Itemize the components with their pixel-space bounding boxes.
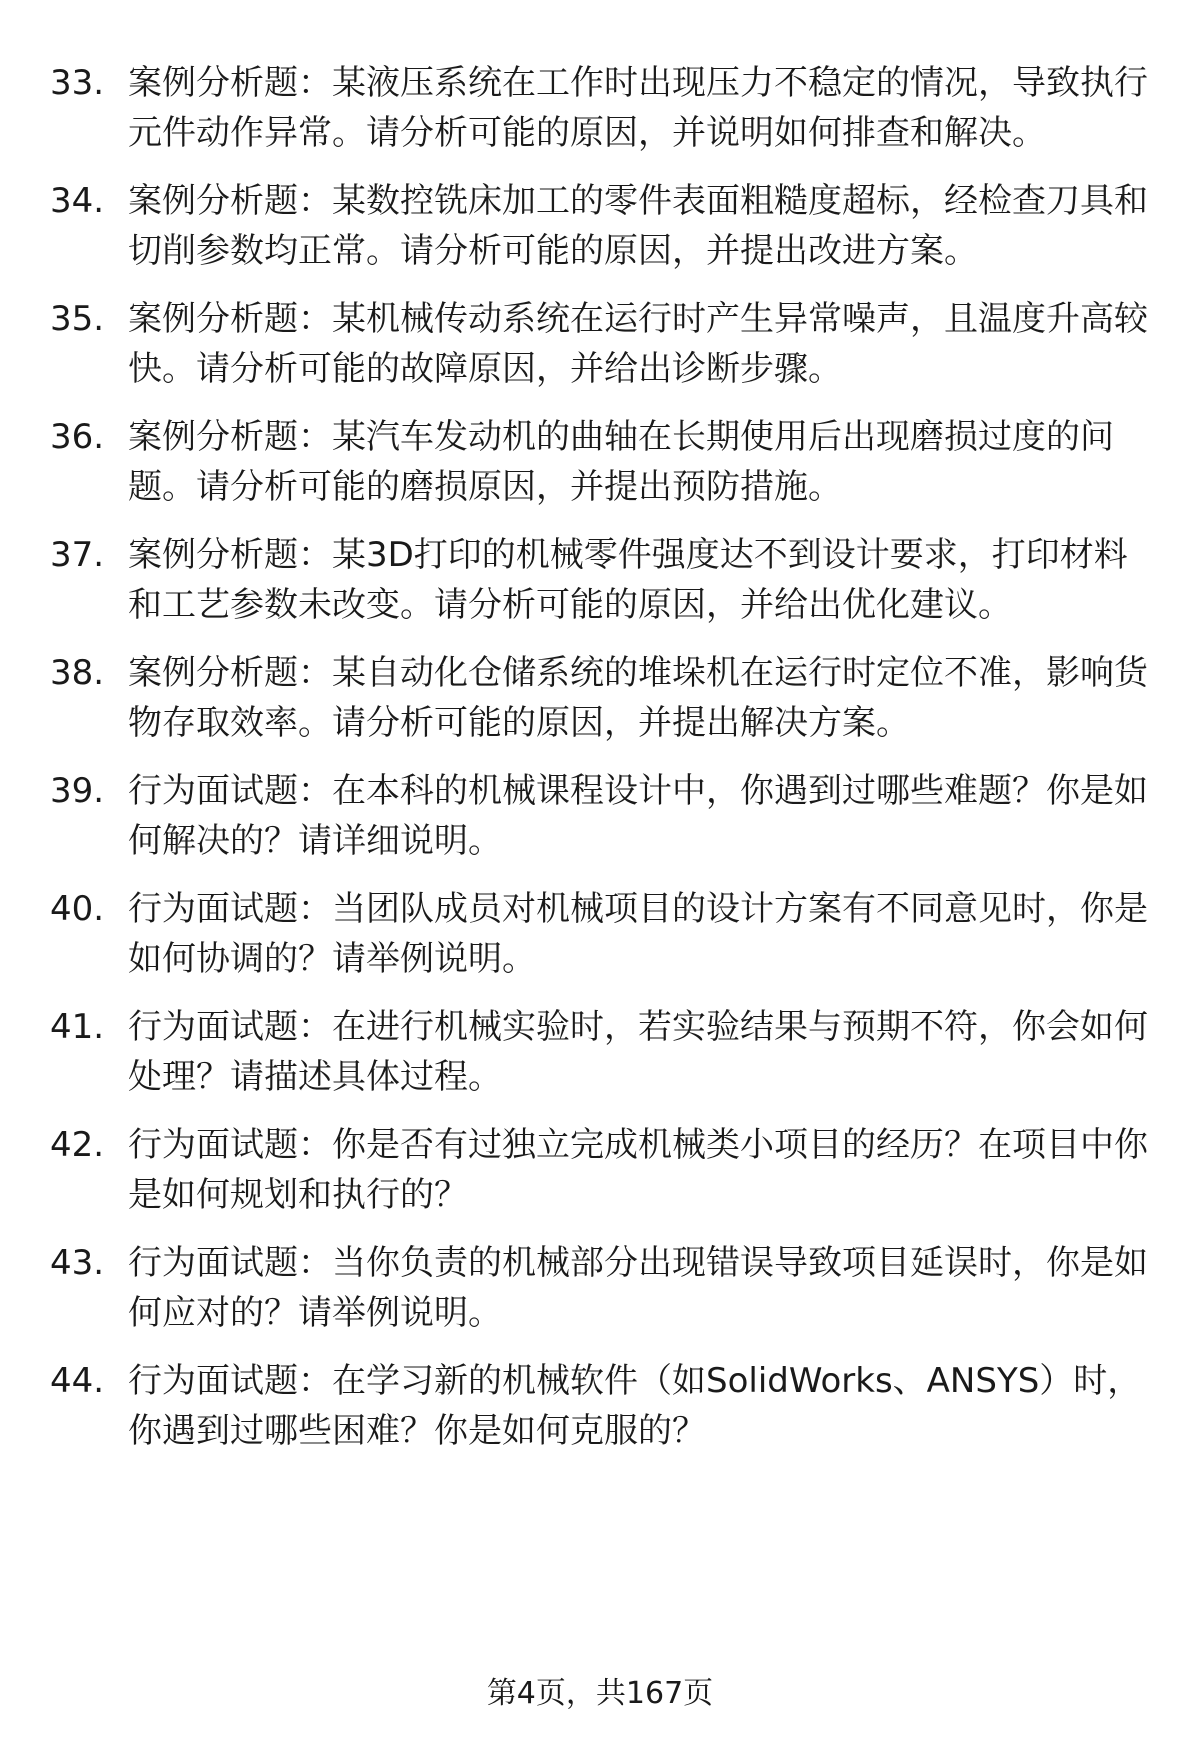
question-text: 案例分析题：某自动化仓储系统的堆垛机在运行时定位不准，影响货物存取效率。请分析可能的原因，并提出解决方案。 (128, 653, 1148, 743)
question-text: 行为面试题：在本科的机械课程设计中，你遇到过哪些难题？你是如何解决的？请详细说明。 (128, 771, 1148, 861)
question-number: 42. (50, 1125, 105, 1165)
question-number: 35. (50, 299, 105, 339)
question-item (50, 58, 1150, 158)
question-item (50, 1120, 1150, 1220)
question-number: 40. (50, 889, 105, 929)
question-number: 38. (50, 653, 105, 693)
question-text: 行为面试题：当团队成员对机械项目的设计方案有不同意见时，你是如何协调的？请举例说明。 (128, 889, 1148, 979)
question-item (50, 530, 1150, 630)
question-text: 行为面试题：当你负责的机械部分出现错误导致项目延误时，你是如何应对的？请举例说明。 (128, 1243, 1148, 1333)
question-number: 37. (50, 535, 105, 575)
question-text: 行为面试题：在进行机械实验时，若实验结果与预期不符，你会如何处理？请描述具体过程。 (128, 1007, 1148, 1097)
question-text: 案例分析题：某液压系统在工作时出现压力不稳定的情况，导致执行元件动作异常。请分析可能的原因，并说明如何排查和解决。 (128, 63, 1148, 153)
question-item (50, 884, 1150, 984)
question-number: 44. (50, 1361, 105, 1401)
question-number: 41. (50, 1007, 105, 1047)
question-item (50, 412, 1150, 512)
question-number: 39. (50, 771, 105, 811)
question-item (50, 766, 1150, 866)
page-footer: 第4页，共167页 (486, 1676, 714, 1711)
question-number: 34. (50, 181, 105, 221)
question-item (50, 1002, 1150, 1102)
question-number: 33. (50, 63, 105, 103)
question-text: 行为面试题：在学习新的机械软件（如SolidWorks、ANSYS）时，你遇到过哪些困难？你是如何克服的？ (128, 1361, 1142, 1451)
question-item (50, 294, 1150, 394)
question-list (50, 58, 1150, 1456)
question-text: 案例分析题：某机械传动系统在运行时产生异常噪声，且温度升高较快。请分析可能的故障原因，并给出诊断步骤。 (128, 299, 1148, 389)
question-text: 案例分析题：某3D打印的机械零件强度达不到设计要求，打印材料和工艺参数未改变。请分析可能的原因，并给出优化建议。 (128, 535, 1128, 625)
question-number: 43. (50, 1243, 105, 1283)
question-text: 案例分析题：某汽车发动机的曲轴在长期使用后出现磨损过度的问题。请分析可能的磨损原因，并提出预防措施。 (128, 417, 1114, 507)
question-text: 行为面试题：你是否有过独立完成机械类小项目的经历？在项目中你是如何规划和执行的？ (128, 1125, 1148, 1215)
question-item (50, 1356, 1150, 1456)
question-item (50, 648, 1150, 748)
question-item (50, 1238, 1150, 1338)
question-item (50, 176, 1150, 276)
question-text: 案例分析题：某数控铣床加工的零件表面粗糙度超标，经检查刀具和切削参数均正常。请分析可能的原因，并提出改进方案。 (128, 181, 1148, 271)
question-number: 36. (50, 417, 105, 457)
